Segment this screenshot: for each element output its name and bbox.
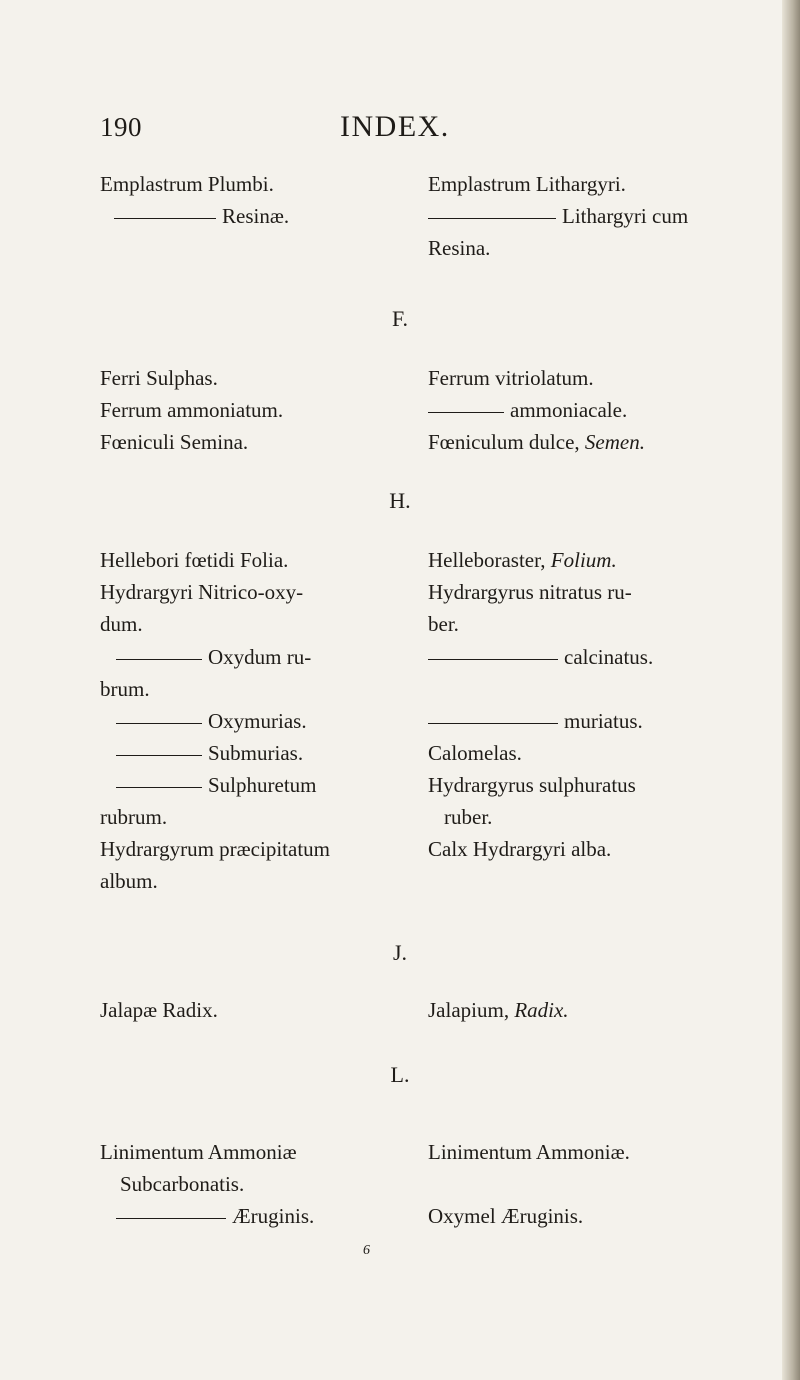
entry-text: Submurias.: [208, 741, 304, 765]
left-entry: brum.: [100, 677, 150, 701]
signature-mark: 6: [363, 1243, 370, 1258]
right-entry: [428, 206, 688, 227]
left-entry: [114, 206, 289, 227]
page-edge-shadow: [782, 0, 800, 1380]
left-entry: Emplastrum Plumbi.: [100, 172, 274, 196]
entry-text: Oxymurias.: [208, 709, 307, 733]
section-letter-j: J.: [392, 940, 408, 965]
left-entry: Hydrargyri Nitrico-oxy-: [100, 580, 304, 604]
entry-text: Resinæ.: [222, 204, 290, 228]
left-entry: Fœniculi Semina.: [100, 430, 249, 454]
entry-text: Helleboraster,: [428, 548, 546, 572]
ditto-dash: [116, 755, 202, 756]
right-entry: [428, 711, 643, 732]
ditto-dash: [116, 723, 202, 724]
right-entry: Emplastrum Lithargyri.: [428, 172, 626, 196]
left-entry: Hellebori fœtidi Folia.: [100, 548, 289, 572]
right-entry: Calomelas.: [428, 741, 522, 765]
right-entry: Calx Hydrargyri alba.: [428, 837, 612, 861]
ditto-dash: [428, 218, 556, 219]
running-head: INDEX.: [340, 110, 450, 143]
right-entry: ber.: [428, 612, 459, 636]
right-entry: [428, 1000, 569, 1021]
page-number: 190: [100, 112, 142, 142]
ditto-dash: [116, 787, 202, 788]
right-entry: Linimentum Ammoniæ.: [428, 1140, 630, 1164]
entry-text: Jalapium,: [428, 998, 510, 1022]
entry-text: muriatus.: [564, 709, 643, 733]
entry-text-italic: Folium.: [550, 548, 617, 572]
left-entry: Ferrum ammoniatum.: [100, 398, 284, 422]
entry-text: ammoniacale.: [510, 398, 628, 422]
entry-text: Fœniculum dulce,: [428, 430, 580, 454]
ditto-dash: [428, 412, 504, 413]
section-letter-l: L.: [390, 1062, 410, 1087]
right-entry: Hydrargyrus sulphuratus: [428, 773, 636, 797]
right-entry: Hydrargyrus nitratus ru-: [428, 580, 632, 604]
ditto-dash: [114, 218, 216, 219]
left-entry: [116, 1206, 314, 1227]
entry-text: calcinatus.: [564, 645, 654, 669]
section-letter-f: F.: [392, 306, 408, 331]
right-entry: [428, 432, 645, 453]
right-entry: [428, 647, 653, 668]
ditto-dash: [428, 723, 558, 724]
ditto-dash: [116, 659, 202, 660]
right-entry: Oxymel Æruginis.: [428, 1204, 584, 1228]
left-entry: Ferri Sulphas.: [100, 366, 218, 390]
right-entry: [428, 400, 627, 421]
right-entry: Ferrum vitriolatum.: [428, 366, 594, 390]
left-entry: rubrum.: [100, 805, 168, 829]
ditto-dash: [428, 659, 558, 660]
right-entry: [428, 550, 617, 571]
ditto-dash: [116, 1218, 226, 1219]
left-entry: dum.: [100, 612, 143, 636]
section-letter-h: H.: [389, 488, 411, 513]
left-entry: [116, 743, 303, 764]
entry-text: Oxydum ru-: [208, 645, 312, 669]
left-entry: Jalapæ Radix.: [100, 998, 218, 1022]
left-entry: Linimentum Ammoniæ: [100, 1140, 297, 1164]
entry-text: Lithargyri cum: [562, 204, 689, 228]
entry-text: Æruginis.: [232, 1204, 315, 1228]
left-entry: [116, 711, 307, 732]
left-entry: [116, 775, 317, 796]
right-entry: ruber.: [444, 805, 493, 829]
left-entry: album.: [100, 869, 158, 893]
right-entry: Resina.: [428, 236, 491, 260]
left-entry: [116, 647, 311, 668]
entry-text-italic: Radix.: [514, 998, 569, 1022]
entry-text-italic: Semen.: [584, 430, 645, 454]
left-entry: Subcarbonatis.: [120, 1172, 245, 1196]
left-entry: Hydrargyrum præcipitatum: [100, 837, 330, 861]
entry-text: Sulphuretum: [208, 773, 317, 797]
